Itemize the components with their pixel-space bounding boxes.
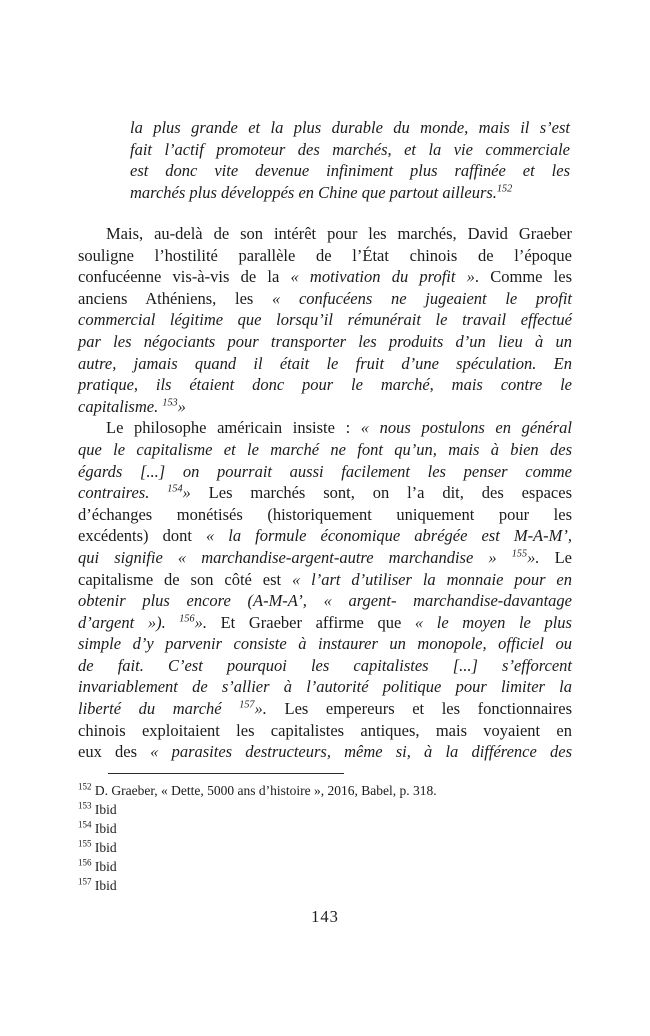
text-segment: « la formule économique abrégée est M-A-M’, xyxy=(205,526,572,546)
text-line xyxy=(78,504,572,526)
text-segment: liberté du marché xyxy=(78,699,240,719)
text-line xyxy=(130,117,570,139)
footnote-separator xyxy=(108,773,344,774)
text-segment: Le philosophe américain insiste : xyxy=(106,418,361,438)
footnote-text: Ibid xyxy=(91,859,117,874)
text-segment: de fait. C’est pourquoi les capitalistes [...] s’efforcent xyxy=(78,655,572,675)
body-text xyxy=(78,223,572,763)
text-line xyxy=(78,482,572,504)
text-segment: eux des xyxy=(78,742,151,762)
text-line xyxy=(78,676,572,698)
footnote-text: Ibid xyxy=(91,840,117,855)
footnote xyxy=(78,800,572,819)
text-segment: simple d’y parvenir consiste à instaurer un monopole, officiel ou xyxy=(78,634,572,654)
text-segment: commercial légitime que lorsqu’il rémunérait le travail effectué xyxy=(78,310,572,330)
text-line xyxy=(78,655,572,677)
text-segment: capitalisme. xyxy=(78,396,163,416)
text-segment: autre, jamais quand il était le fruit d’une spéculation. En xyxy=(78,353,572,373)
text-segment: que le capitalisme et le marché ne font qu’un, mais à bien des xyxy=(78,439,572,459)
text-segment: pratique, ils étaient donc pour le marché, mais contre le xyxy=(78,375,572,395)
text-segment: qui signifie « marchandise-argent-autre marchandise » xyxy=(78,547,512,567)
footnote-ref: 155 xyxy=(511,548,528,560)
text-segment: Les empereurs et les fonctionnaires xyxy=(266,699,572,719)
text-line xyxy=(78,720,572,742)
text-line xyxy=(78,353,572,375)
text-segment: « confucéens ne jugeaient le profit xyxy=(272,288,572,308)
page-number: 143 xyxy=(311,907,339,926)
text-segment: Le xyxy=(539,547,573,567)
text-line xyxy=(78,612,572,634)
footnote xyxy=(78,781,572,800)
text-segment: contraires. xyxy=(78,483,168,503)
text-line xyxy=(78,741,572,763)
text-segment: anciens Athéniens, les xyxy=(78,288,273,308)
footnote-text: Ibid xyxy=(91,878,117,893)
footnote xyxy=(78,857,572,876)
text-line xyxy=(78,525,572,547)
text-segment: ». xyxy=(194,612,207,632)
footnote-number: 154 xyxy=(78,819,92,830)
text-line xyxy=(78,547,572,569)
footnote-number: 157 xyxy=(78,876,92,887)
footnote-ref: 153 xyxy=(162,397,178,409)
footnote xyxy=(78,838,572,857)
text-line xyxy=(78,331,572,353)
text-segment: fait l’actif promoteur des marchés, et la vie commerciale xyxy=(130,139,570,159)
text-segment: ». xyxy=(527,547,540,567)
text-segment: d’échanges monétisés (historiquement uniquement pour les xyxy=(78,504,572,524)
footnote-ref: 154 xyxy=(167,483,183,495)
text-segment: excédents) dont xyxy=(78,526,206,546)
text-segment: » xyxy=(177,396,186,416)
text-line xyxy=(130,160,570,182)
text-line xyxy=(78,569,572,591)
text-segment: « l’art d’utiliser la monnaie pour en xyxy=(292,569,572,589)
text-segment: invariablement de s’allier à l’autorité politique pour limiter la xyxy=(78,677,572,697)
footnote xyxy=(78,876,572,895)
text-segment: « le moyen le plus xyxy=(414,612,572,632)
block-quote xyxy=(130,117,570,203)
text-line xyxy=(78,309,572,331)
footnote-list xyxy=(78,781,572,895)
footnote-text: Ibid xyxy=(91,802,117,817)
text-segment: Mais, au-delà de son intérêt pour les marchés, David Graeber xyxy=(106,224,572,243)
text-segment: « parasites destructeurs, même si, à la différence des xyxy=(150,742,572,762)
text-line xyxy=(78,590,572,612)
text-segment: égards [...] on pourrait aussi facilement les penser comme xyxy=(78,461,572,481)
text-line xyxy=(78,439,572,461)
text-segment: souligne l’hostilité parallèle de l’État chinois de l’époque xyxy=(78,245,572,265)
footnote-number: 152 xyxy=(78,781,92,792)
footnote-number: 153 xyxy=(78,800,92,811)
footnote-text: Ibid xyxy=(91,821,117,836)
text-line xyxy=(130,182,570,204)
footnote-number: 155 xyxy=(78,838,92,849)
text-line xyxy=(78,461,572,483)
text-line xyxy=(78,633,572,655)
text-segment: par les négociants pour transporter les produits d’un lieu à un xyxy=(78,331,572,351)
text-line xyxy=(78,698,572,720)
text-segment: d’argent »). xyxy=(78,612,180,632)
text-segment: marchés plus développés en Chine que partout ailleurs. xyxy=(130,182,497,202)
text-segment: « motivation du profit » xyxy=(290,267,475,287)
footnote-ref: 156 xyxy=(179,613,195,625)
text-segment: Et Graeber affirme que xyxy=(207,612,415,632)
footnote-number: 156 xyxy=(78,857,92,868)
text-segment: . Comme les xyxy=(474,267,573,287)
text-line xyxy=(78,288,572,310)
text-segment: » xyxy=(182,483,209,503)
text-segment: ». xyxy=(254,699,267,719)
footnote-ref: 152 xyxy=(496,183,513,195)
footnote-text: D. Graeber, « Dette, 5000 ans d’histoire », 2016, Babel, p. 318. xyxy=(91,783,437,798)
text-segment: chinois exploitaient les capitalistes antiques, mais voyaient en xyxy=(78,720,572,740)
text-line xyxy=(78,417,572,439)
text-segment: capitalisme de son côté est xyxy=(78,569,293,589)
footnote xyxy=(78,819,572,838)
text-line xyxy=(78,245,572,267)
text-line xyxy=(78,374,572,396)
text-segment: confucéenne vis-à-vis de la xyxy=(78,267,291,287)
text-line xyxy=(130,139,570,161)
text-line xyxy=(78,223,572,245)
footnote-ref: 157 xyxy=(239,699,255,711)
text-segment: Les marchés sont, on l’a dit, des espaces xyxy=(208,483,572,503)
text-segment: « nous postulons en général xyxy=(360,418,572,438)
text-segment: obtenir plus encore (A-M-A’, « argent- marchandise-davantage xyxy=(78,591,572,611)
text-segment: est donc vite devenue infiniment plus raffinée et les xyxy=(130,161,570,181)
footnotes-section xyxy=(78,773,572,895)
text-segment: la plus grande et la plus durable du monde, mais il s’est xyxy=(130,118,570,137)
text-line xyxy=(78,266,572,288)
text-line xyxy=(78,396,572,418)
